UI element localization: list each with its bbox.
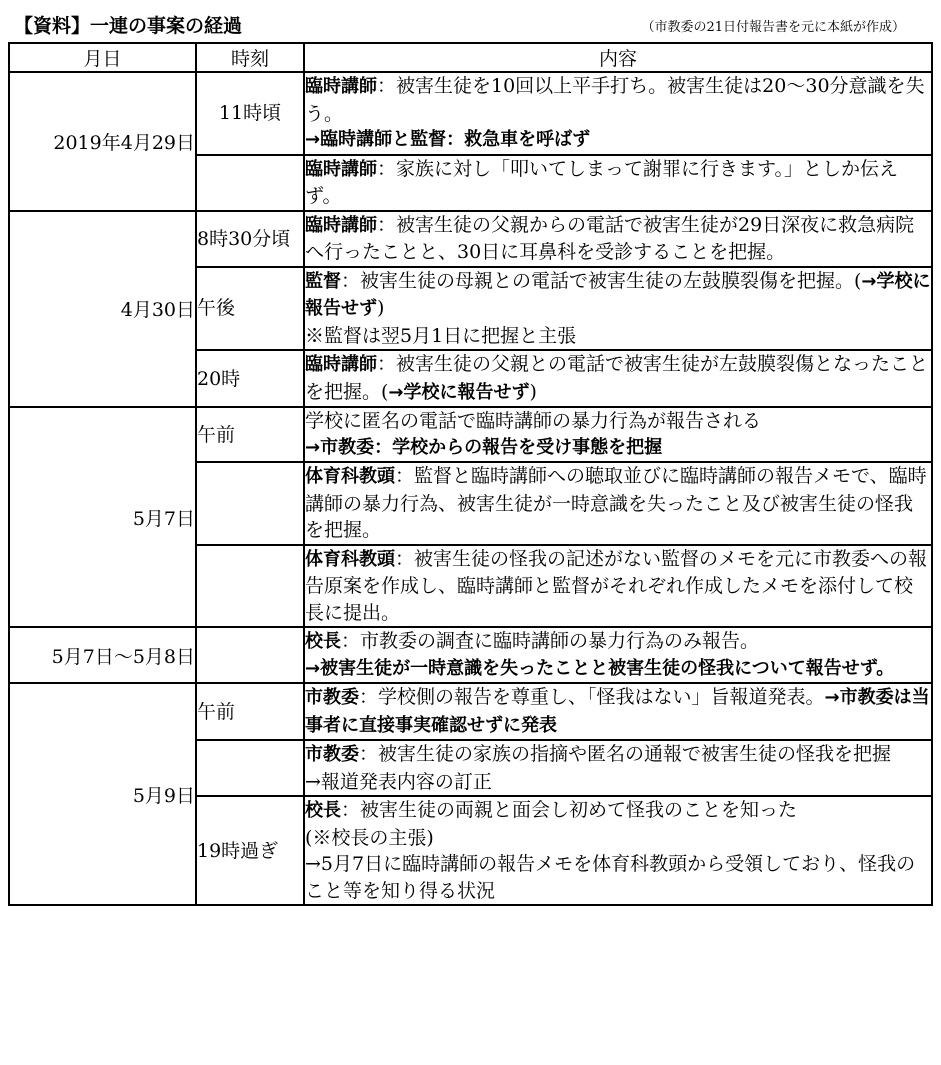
event-note: →市教委：学校からの報告を受け事態を把握 bbox=[305, 436, 663, 458]
column-header-date: 月日 bbox=[9, 43, 196, 72]
inline-note: →学校に報告せず bbox=[388, 381, 530, 403]
time-cell: 午後 bbox=[196, 267, 304, 351]
content-cell bbox=[304, 350, 932, 407]
event-extra: ※監督は翌5月1日に把握と主張 bbox=[305, 324, 577, 347]
event-extra: (※校長の主張) bbox=[305, 826, 434, 849]
document-title: 【資料】一連の事案の経過 bbox=[14, 15, 243, 37]
content-cell bbox=[304, 740, 932, 796]
time-cell: 8時30分頃 bbox=[196, 211, 304, 267]
event-extra-2: →5月7日に臨時講師の報告メモを体育科教頭から受領しており、怪我のこと等を知り得る状況 bbox=[305, 853, 916, 902]
event-text: ：被害生徒の父親からの電話で被害生徒が29日深夜に救急病院へ行ったことと、30日に耳鼻科を受診することを把握。 bbox=[305, 213, 915, 263]
event-text-after: ) bbox=[529, 380, 537, 403]
event-text: 学校に匿名の電話で臨時講師の暴力行為が報告される bbox=[305, 410, 762, 432]
table-row bbox=[9, 627, 932, 683]
column-header-content: 内容 bbox=[304, 43, 932, 72]
time-cell: 19時過ぎ bbox=[196, 796, 304, 905]
content-cell bbox=[304, 407, 932, 462]
table-row bbox=[9, 72, 932, 155]
actor-label: 臨時講師 bbox=[305, 214, 377, 236]
event-text: ：市教委の調査に臨時講師の暴力行為のみ報告。 bbox=[341, 630, 760, 652]
event-text: ：被害生徒の家族の指摘や匿名の通報で被害生徒の怪我を把握 bbox=[359, 743, 892, 765]
date-cell: 2019年4月29日 bbox=[9, 72, 196, 211]
table-row bbox=[9, 407, 932, 462]
content-cell bbox=[304, 267, 932, 351]
actor-label: 市教委 bbox=[305, 687, 359, 708]
date-cell: 5月7日 bbox=[9, 407, 196, 627]
inline-note: →学校に報告せず bbox=[305, 270, 931, 319]
event-note: →被害生徒が一時意識を失ったことと被害生徒の怪我について報告せず。 bbox=[305, 657, 895, 679]
time-cell bbox=[196, 462, 304, 545]
actor-label: 体育科教頭 bbox=[305, 548, 395, 570]
actor-label: 市教委 bbox=[305, 744, 359, 765]
column-header-time: 時刻 bbox=[196, 43, 304, 72]
time-cell: 午前 bbox=[196, 683, 304, 740]
inline-note: →市教委は当事者に直接事実確認せずに発表 bbox=[305, 687, 930, 736]
time-cell: 午前 bbox=[196, 407, 304, 462]
actor-label: 体育科教頭 bbox=[305, 466, 395, 487]
event-text: ：被害生徒を10回以上平手打ち。被害生徒は20～30分意識を失う。 bbox=[305, 75, 925, 125]
time-cell: 11時頃 bbox=[196, 72, 304, 155]
content-cell bbox=[304, 683, 932, 740]
content-cell bbox=[304, 211, 932, 267]
event-text: ：家族に対し「叩いてしまって謝罪に行きます。」としか伝えず。 bbox=[305, 157, 898, 207]
time-cell bbox=[196, 740, 304, 796]
date-cell: 4月30日 bbox=[9, 211, 196, 408]
event-text: ：被害生徒の怪我の記述がない監督のメモを元に市教委への報告原案を作成し、臨時講師と監督がそれぞれ作成したメモを添付して校長に提出。 bbox=[305, 547, 928, 624]
time-cell bbox=[196, 155, 304, 211]
actor-label: 監督 bbox=[305, 270, 341, 292]
time-cell bbox=[196, 627, 304, 683]
time-cell: 20時 bbox=[196, 350, 304, 407]
content-cell bbox=[304, 627, 932, 683]
event-text: ：学校側の報告を尊重し、「怪我はない」旨報道発表。 bbox=[359, 686, 825, 708]
table-row bbox=[9, 211, 932, 267]
event-text: ：被害生徒の両親と面会し初めて怪我のことを知った bbox=[341, 799, 798, 821]
actor-label: 校長 bbox=[305, 800, 341, 821]
document-header bbox=[14, 14, 929, 40]
content-cell bbox=[304, 72, 932, 155]
event-text-after: ) bbox=[377, 297, 385, 319]
actor-label: 臨時講師 bbox=[305, 158, 377, 180]
date-cell: 5月7日～5月8日 bbox=[9, 627, 196, 683]
date-cell: 5月9日 bbox=[9, 683, 196, 905]
content-cell bbox=[304, 545, 932, 628]
event-text: ：被害生徒の父親との電話で被害生徒が左鼓膜裂傷となったことを把握。( bbox=[305, 353, 929, 403]
event-text: ：監督と臨時講師への聴取並びに臨時講師の報告メモで、臨時講師の暴力行為、被害生徒が一時意識を失ったこと及び被害生徒の怪我を把握。 bbox=[305, 465, 927, 541]
actor-label: 臨時講師 bbox=[305, 76, 377, 97]
event-text: ：被害生徒の母親との電話で被害生徒の左鼓膜裂傷を把握。( bbox=[341, 269, 862, 292]
actor-label: 校長 bbox=[305, 631, 341, 652]
event-extra: →報道発表内容の訂正 bbox=[305, 770, 492, 793]
actor-label: 臨時講師 bbox=[305, 354, 377, 375]
table-header-row bbox=[9, 43, 932, 72]
table-row bbox=[9, 683, 932, 740]
timeline-table bbox=[8, 42, 933, 906]
content-cell bbox=[304, 155, 932, 211]
time-cell bbox=[196, 545, 304, 628]
content-cell bbox=[304, 462, 932, 545]
source-note: （市教委の21日付報告書を元に本紙が作成） bbox=[641, 20, 905, 35]
event-note: →臨時講師と監督：救急車を呼ばず bbox=[305, 129, 591, 150]
content-cell bbox=[304, 796, 932, 905]
